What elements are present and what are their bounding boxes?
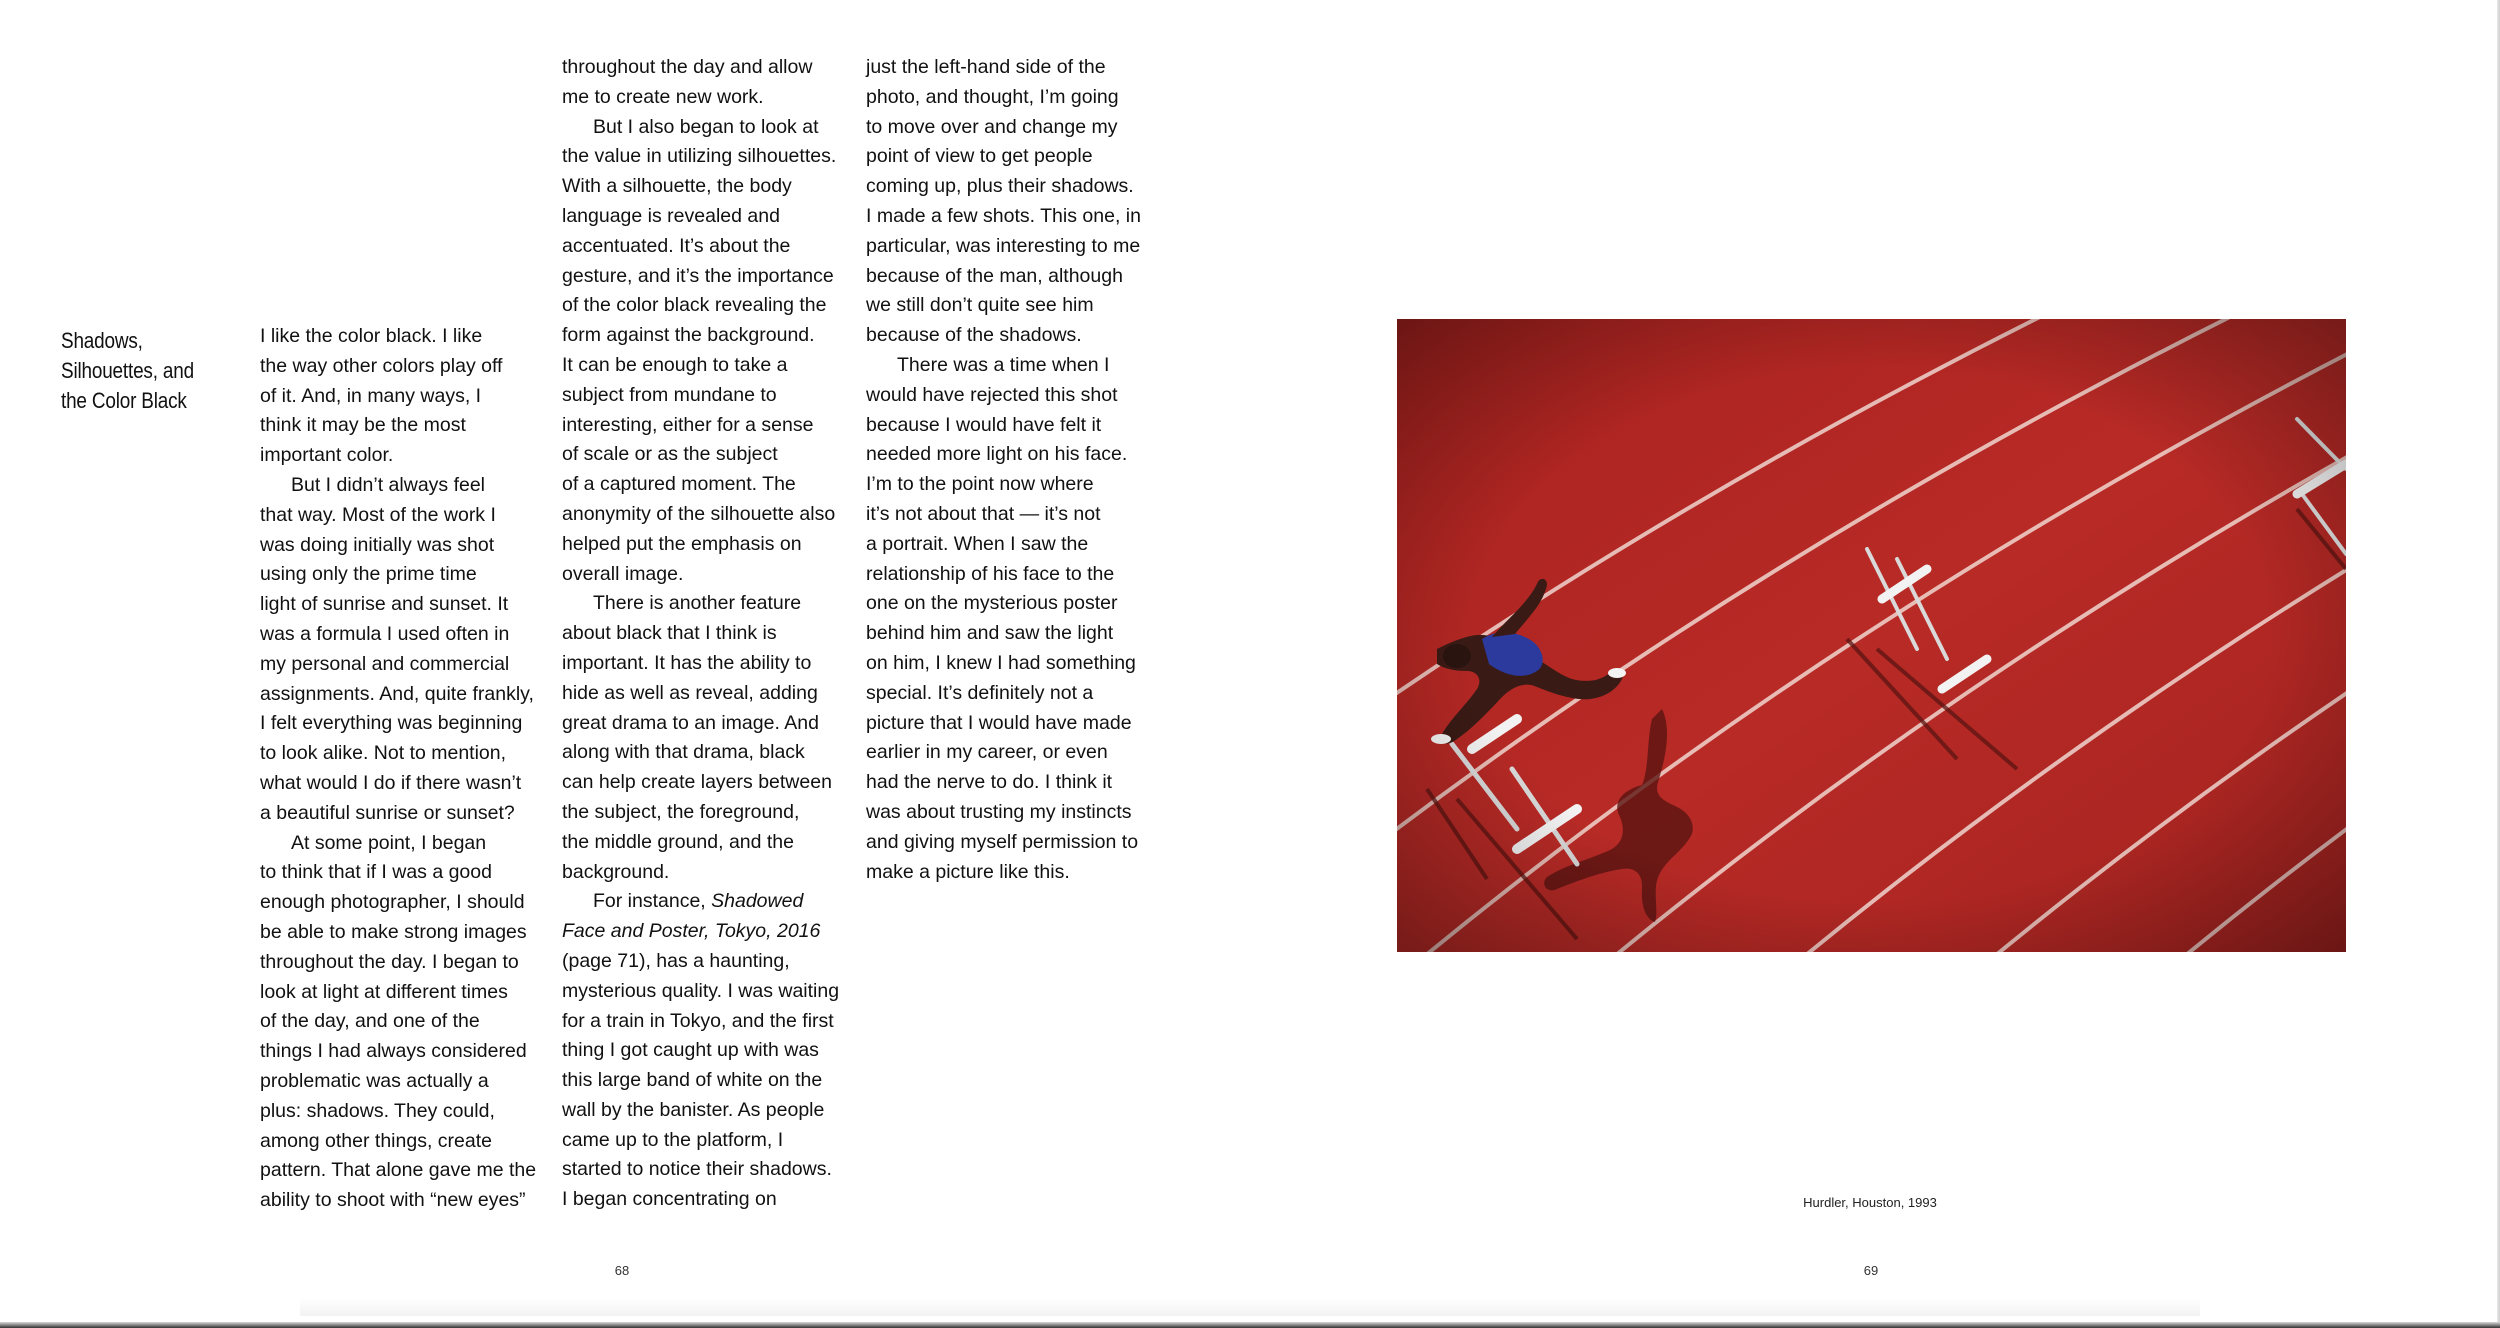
text-line — [260, 829, 550, 859]
text-run: can help create layers between — [562, 771, 832, 794]
text-run: what would I do if there wasn’t — [260, 771, 522, 794]
text-run: it’s not about that — it’s not — [866, 502, 1101, 525]
text-run: important. It has the ability to — [562, 651, 812, 674]
text-line — [260, 1067, 550, 1097]
text-run: (page 71), has a haunting, — [562, 949, 790, 972]
text-line — [562, 83, 852, 113]
text-line — [562, 619, 852, 649]
text-line — [260, 1186, 550, 1216]
text-line — [866, 619, 1166, 649]
text-run: of a captured moment. The — [562, 473, 796, 496]
text-run: for a train in Tokyo, and the first — [562, 1009, 834, 1032]
text-run: came up to the platform, I — [562, 1128, 784, 1151]
text-line — [866, 142, 1166, 172]
text-run: earlier in my career, or even — [866, 741, 1108, 764]
text-line — [260, 471, 550, 501]
text-run: me to create new work. — [562, 85, 764, 108]
text-run: I made a few shots. This one, in — [866, 204, 1141, 227]
page-edge-bottom — [0, 1322, 2500, 1328]
text-line — [562, 1155, 852, 1185]
text-line — [866, 53, 1166, 83]
text-line — [260, 709, 550, 739]
text-run: problematic was actually a — [260, 1069, 489, 1092]
text-run: was about trusting my instincts — [866, 800, 1132, 823]
section-heading — [61, 326, 216, 416]
text-line — [562, 411, 852, 441]
text-line — [866, 202, 1166, 232]
text-line — [562, 1185, 852, 1215]
text-line — [562, 142, 852, 172]
text-line — [260, 888, 550, 918]
text-line — [260, 858, 550, 888]
text-line — [866, 768, 1166, 798]
heading-line: Shadows, — [61, 328, 143, 353]
text-line — [562, 1126, 852, 1156]
text-line — [866, 262, 1166, 292]
text-line — [562, 887, 852, 917]
text-run: look at light at different times — [260, 980, 508, 1003]
text-run: of the day, and one of the — [260, 1010, 480, 1033]
text-run: But I also began to look at — [593, 115, 819, 138]
text-line — [866, 113, 1166, 143]
text-line — [562, 649, 852, 679]
text-run: had the nerve to do. I think it — [866, 771, 1113, 794]
text-line — [866, 649, 1166, 679]
text-run: plus: shadows. They could, — [260, 1099, 495, 1122]
text-line — [562, 440, 852, 470]
text-run: pattern. That alone gave me the — [260, 1159, 537, 1182]
text-line — [260, 739, 550, 769]
text-line — [562, 858, 852, 888]
text-line — [260, 1127, 550, 1157]
text-line — [260, 501, 550, 531]
text-run: of the color black revealing the — [562, 294, 827, 317]
text-line — [866, 530, 1166, 560]
italic-title: Shadowed — [711, 890, 804, 913]
text-run: because of the man, although — [866, 264, 1123, 287]
body-column-2 — [562, 53, 852, 1215]
text-line — [866, 858, 1166, 888]
text-run: was doing initially was shot — [260, 533, 495, 556]
page-shadow — [300, 1298, 2200, 1316]
text-run: of scale or as the subject — [562, 443, 778, 466]
text-run: assignments. And, quite frankly, — [260, 682, 534, 705]
text-line — [562, 679, 852, 709]
text-line — [866, 172, 1166, 202]
text-line — [562, 1066, 852, 1096]
text-run: to think that if I was a good — [260, 861, 492, 884]
text-run: because of the shadows. — [866, 324, 1082, 347]
text-run: this large band of white on the — [562, 1069, 823, 1092]
text-run: special. It’s definitely not a — [866, 681, 1094, 704]
text-line — [866, 470, 1166, 500]
text-line — [260, 1007, 550, 1037]
text-line — [562, 470, 852, 500]
text-line — [260, 680, 550, 710]
text-line — [562, 1096, 852, 1126]
text-line — [562, 500, 852, 530]
text-run: I felt everything was beginning — [260, 712, 523, 735]
text-line — [866, 798, 1166, 828]
page-number-right: 69 — [1863, 1263, 1879, 1278]
text-line — [260, 1156, 550, 1186]
text-line — [866, 291, 1166, 321]
text-run: subject from mundane to — [562, 383, 777, 406]
text-line — [260, 918, 550, 948]
text-run: wall by the banister. As people — [562, 1098, 825, 1121]
text-line — [866, 381, 1166, 411]
text-line — [562, 381, 852, 411]
text-line — [562, 589, 852, 619]
text-line — [260, 441, 550, 471]
text-line — [866, 83, 1166, 113]
text-run: I began concentrating on — [562, 1188, 777, 1211]
text-run: anonymity of the silhouette also — [562, 502, 836, 525]
text-line — [260, 769, 550, 799]
text-line — [562, 1007, 852, 1037]
text-line — [260, 1097, 550, 1127]
text-line — [562, 977, 852, 1007]
text-run: I like the color black. I like — [260, 325, 483, 347]
text-run: accentuated. It’s about the — [562, 234, 791, 257]
text-run: the subject, the foreground, — [562, 800, 800, 823]
text-line — [866, 709, 1166, 739]
text-run: At some point, I began — [291, 831, 487, 854]
text-line — [866, 500, 1166, 530]
text-run: relationship of his face to the — [866, 562, 1115, 585]
text-run: photo, and thought, I’m going — [866, 85, 1119, 108]
text-run: to move over and change my — [866, 115, 1118, 138]
text-line — [866, 321, 1166, 351]
text-run: coming up, plus their shadows. — [866, 175, 1134, 198]
text-run: thing I got caught up with was — [562, 1039, 819, 1062]
text-run: important color. — [260, 444, 394, 467]
text-line — [562, 291, 852, 321]
text-run: language is revealed and — [562, 204, 780, 227]
text-line — [562, 53, 852, 83]
text-run: gesture, and it’s the importance — [562, 264, 834, 287]
text-run: I’m to the point now where — [866, 473, 1094, 496]
text-run: a portrait. When I saw the — [866, 532, 1089, 555]
text-line — [866, 828, 1166, 858]
body-column-3 — [866, 53, 1166, 887]
text-run: There is another feature — [593, 592, 802, 615]
text-run: make a picture like this. — [866, 860, 1070, 883]
text-line — [260, 411, 550, 441]
text-line — [562, 828, 852, 858]
text-run: overall image. — [562, 562, 684, 585]
text-run: because I would have felt it — [866, 413, 1102, 436]
text-line — [260, 620, 550, 650]
text-run: light of sunrise and sunset. It — [260, 593, 509, 616]
text-line — [260, 590, 550, 620]
text-line — [866, 440, 1166, 470]
text-run: about black that I think is — [562, 622, 777, 645]
hurdler-photo — [1397, 319, 2346, 952]
text-run: along with that drama, black — [562, 741, 805, 764]
text-run: There was a time when I — [897, 353, 1110, 376]
text-line — [562, 113, 852, 143]
text-run: the value in utilizing silhouettes. — [562, 145, 837, 168]
text-run: started to notice their shadows. — [562, 1158, 832, 1181]
text-line — [562, 560, 852, 590]
text-run: background. — [562, 860, 670, 883]
text-run: my personal and commercial — [260, 652, 510, 675]
text-run: interesting, either for a sense — [562, 413, 814, 436]
text-run: to look alike. Not to mention, — [260, 742, 507, 765]
text-line — [562, 351, 852, 381]
text-line — [260, 352, 550, 382]
text-line — [260, 560, 550, 590]
text-line — [260, 948, 550, 978]
text-line — [866, 351, 1166, 381]
text-run: point of view to get people — [866, 145, 1093, 168]
text-run: behind him and saw the light — [866, 622, 1114, 645]
text-run: form against the background. — [562, 324, 815, 347]
text-run: think it may be the most — [260, 414, 466, 437]
text-run: among other things, create — [260, 1129, 492, 1152]
text-line — [562, 798, 852, 828]
text-line — [260, 1037, 550, 1067]
text-run: the way other colors play off — [260, 354, 503, 377]
text-line — [562, 172, 852, 202]
text-run: of it. And, in many ways, I — [260, 384, 482, 407]
text-line — [562, 738, 852, 768]
text-line — [866, 560, 1166, 590]
text-run: just the left-hand side of the — [866, 56, 1106, 78]
text-line — [562, 530, 852, 560]
text-line — [866, 679, 1166, 709]
text-line — [866, 738, 1166, 768]
text-line — [260, 382, 550, 412]
heading-line: Silhouettes, and — [61, 358, 194, 383]
text-line — [562, 917, 852, 947]
text-line — [866, 589, 1166, 619]
text-run: enough photographer, I should — [260, 891, 525, 914]
text-run: the middle ground, and the — [562, 830, 795, 853]
page-number-left: 68 — [614, 1263, 630, 1278]
text-run: that way. Most of the work I — [260, 503, 496, 526]
text-run: be able to make strong images — [260, 920, 527, 943]
text-run: With a silhouette, the body — [562, 175, 792, 198]
body-column-1 — [260, 322, 550, 1216]
text-line — [866, 411, 1166, 441]
text-run: great drama to an image. And — [562, 711, 819, 734]
text-line — [562, 202, 852, 232]
text-line — [866, 232, 1166, 262]
text-run: hide as well as reveal, adding — [562, 681, 818, 704]
text-run: It can be enough to take a — [562, 353, 788, 376]
text-run: picture that I would have made — [866, 711, 1132, 734]
text-run: on him, I knew I had something — [866, 651, 1136, 674]
text-run: we still don’t quite see him — [866, 294, 1094, 317]
text-line — [260, 531, 550, 561]
text-run: needed more light on his face. — [866, 443, 1128, 466]
text-run: throughout the day. I began to — [260, 950, 519, 973]
text-run: would have rejected this shot — [866, 383, 1118, 406]
text-run: using only the prime time — [260, 563, 477, 586]
photo-caption: Hurdler, Houston, 1993 — [1803, 1195, 1937, 1210]
text-line — [562, 1036, 852, 1066]
text-line — [562, 709, 852, 739]
heading-line: the Color Black — [61, 388, 187, 413]
text-line — [562, 321, 852, 351]
text-run: and giving myself permission to — [866, 830, 1139, 853]
italic-title: Face and Poster, Tokyo, 2016 — [562, 920, 821, 943]
text-line — [260, 799, 550, 829]
text-run: throughout the day and allow — [562, 56, 813, 78]
text-run: was a formula I used often in — [260, 622, 510, 645]
text-line — [562, 232, 852, 262]
text-run: But I didn’t always feel — [291, 473, 486, 496]
text-run: things I had always considered — [260, 1040, 527, 1063]
text-run: mysterious quality. I was waiting — [562, 979, 840, 1002]
text-run: particular, was interesting to me — [866, 234, 1141, 257]
text-line — [562, 947, 852, 977]
text-run: For instance, — [593, 890, 712, 913]
text-line — [562, 768, 852, 798]
text-line — [260, 978, 550, 1008]
text-line — [562, 262, 852, 292]
text-run: ability to shoot with “new eyes” — [260, 1189, 526, 1212]
text-run: helped put the emphasis on — [562, 532, 802, 555]
text-line — [260, 650, 550, 680]
text-run: a beautiful sunrise or sunset? — [260, 801, 515, 824]
text-line — [260, 322, 550, 352]
text-run: one on the mysterious poster — [866, 592, 1118, 615]
